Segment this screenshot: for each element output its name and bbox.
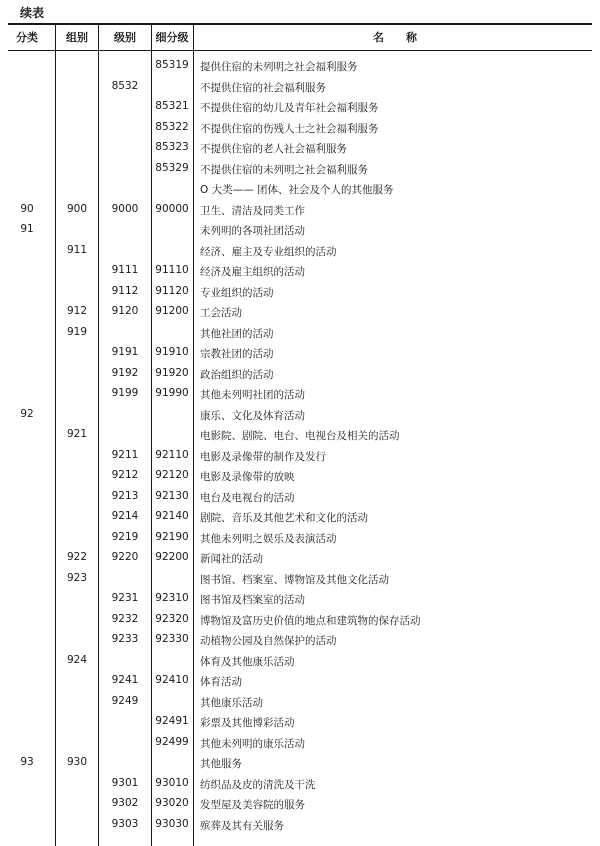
subclass-cell: 85329 [155,161,189,174]
header-category: 分类 [16,31,38,44]
name-cell: 卫生、清洁及同类工作 [200,204,305,217]
group-cell: 923 [66,571,88,584]
name-cell: 其他未列明社团的活动 [200,389,305,401]
group-cell: 912 [66,305,88,317]
name-cell: 博物馆及富历史价值的地点和建筑物的保存活动 [200,614,421,627]
class-cell: 9199 [111,387,139,399]
category-cell: 92 [20,407,34,420]
subclass-cell: 92110 [155,448,189,461]
name-cell: 宗教社团的活动 [200,348,274,360]
class-cell: 9249 [111,694,139,707]
table-row [0,283,600,304]
group-cell: 922 [66,551,88,563]
subclass-cell: 91990 [155,387,189,399]
name-cell: 不提供住宿的老人社会福利服务 [200,143,347,155]
table-row [0,467,600,488]
table-row [0,447,600,468]
subclass-cell: 85321 [155,100,189,112]
header-name: 名 称 [373,31,417,44]
name-cell: 殡葬及其有关服务 [200,819,284,832]
table-row [0,242,600,263]
name-cell: 经济及雇主组织的活动 [200,266,305,278]
name-cell: 其他未列明之娱乐及表演活动 [200,532,337,545]
group-cell: 924 [66,653,88,666]
table-row [0,611,600,632]
name-cell: 其他未列明的康乐活动 [200,737,305,750]
group-cell: 919 [66,325,88,338]
group-cell: 900 [66,202,88,215]
name-cell: 电影院、剧院、电台、电视台及相关的活动 [200,430,400,442]
subclass-cell: 92491 [155,715,189,727]
table-row [0,262,600,283]
subclass-cell: 92120 [155,469,189,481]
name-cell: 图书馆及档案室的活动 [200,594,305,606]
group-cell: 921 [66,428,88,440]
category-cell: 93 [20,756,34,768]
name-cell: 电影及录像带的放映 [200,471,295,483]
name-cell: 电台及电视台的活动 [200,491,295,504]
table-row [0,713,600,734]
table-row [0,57,600,78]
name-cell: 剧院、音乐及其他艺术和文化的活动 [200,512,368,524]
table-row [0,385,600,406]
class-cell: 9214 [111,510,139,522]
table-row [0,508,600,529]
subclass-cell: 93010 [155,776,189,789]
subclass-cell: 85323 [155,141,189,153]
table-body [0,57,600,836]
class-cell: 9302 [111,797,139,809]
table-row [0,303,600,324]
header-rule [8,50,592,51]
name-cell: 工会活动 [200,307,242,319]
table-row [0,119,600,140]
class-cell: 9219 [111,530,139,543]
name-cell: 经济、雇主及专业组织的活动 [200,245,337,258]
name-cell: 体育活动 [200,676,242,688]
name-cell: 专业组织的活动 [200,286,274,299]
class-cell: 9303 [111,817,139,830]
class-cell: 9112 [111,284,139,297]
subclass-cell: 91910 [155,346,189,358]
name-cell: 发型屋及美容院的服务 [200,799,305,811]
name-cell: 不提供住宿的伤残人士之社会福利服务 [200,122,379,135]
table-row [0,734,600,755]
subclass-cell: 91110 [155,264,189,276]
subclass-cell: 90000 [155,202,189,215]
subclass-cell: 91920 [155,366,189,379]
category-cell: 91 [20,223,34,235]
class-cell: 9213 [111,489,139,502]
table-row [0,529,600,550]
subclass-cell: 92190 [155,530,189,543]
class-cell: 9191 [111,346,139,358]
table-row [0,98,600,119]
subclass-cell: 92410 [155,674,189,686]
subclass-cell: 91120 [155,284,189,297]
name-cell: 政治组织的活动 [200,368,274,381]
group-cell: 930 [66,756,88,768]
group-cell: 911 [66,243,88,256]
class-cell: 9192 [111,366,139,379]
name-cell: 其他服务 [200,758,242,770]
table-row [0,652,600,673]
name-cell: 体育及其他康乐活动 [200,655,295,668]
table-row [0,754,600,775]
subclass-cell: 85319 [155,59,189,71]
class-cell: 8532 [111,79,139,92]
table-row [0,488,600,509]
table-row [0,590,600,611]
class-cell: 9231 [111,592,139,604]
class-cell: 9241 [111,674,139,686]
header-group: 组别 [66,31,88,44]
table-row [0,221,600,242]
table-row [0,344,600,365]
table-row [0,78,600,99]
name-cell: O 大类—— 团体、社会及个人的其他服务 [200,184,394,196]
name-cell: 不提供住宿的社会福利服务 [200,81,326,94]
name-cell: 康乐、文化及体育活动 [200,409,305,422]
table-caption: 续表 [20,6,45,20]
table-row [0,160,600,181]
name-cell: 不提供住宿的幼儿及青年社会福利服务 [200,102,379,114]
table-row [0,180,600,201]
subclass-cell: 92200 [155,551,189,563]
subclass-cell: 85322 [155,120,189,133]
table-row [0,426,600,447]
name-cell: 其他社团的活动 [200,327,274,340]
name-cell: 其他康乐活动 [200,696,263,709]
subclass-cell: 93020 [155,797,189,809]
header-class: 级别 [114,31,136,44]
name-cell: 动植物公园及自然保护的活动 [200,635,337,647]
class-cell: 9232 [111,612,139,625]
class-cell: 9211 [111,448,139,461]
table-row [0,324,600,345]
class-cell: 9212 [111,469,139,481]
table-row [0,139,600,160]
table-row [0,672,600,693]
class-cell: 9111 [111,264,139,276]
subclass-cell: 92499 [155,735,189,748]
table-row [0,693,600,714]
name-cell: 彩票及其他博彩活动 [200,717,295,729]
name-cell: 新闻社的活动 [200,553,263,565]
table-row [0,365,600,386]
table-row [0,570,600,591]
class-cell: 9301 [111,776,139,789]
top-rule [8,23,592,25]
subclass-cell: 92310 [155,592,189,604]
class-cell: 9233 [111,633,139,645]
name-cell: 提供住宿的未列明之社会福利服务 [200,61,358,73]
table-row [0,631,600,652]
name-cell: 未列明的各项社团活动 [200,225,305,237]
name-cell: 不提供住宿的未列明之社会福利服务 [200,163,368,176]
table-row [0,201,600,222]
category-cell: 90 [20,202,34,215]
subclass-cell: 93030 [155,817,189,830]
table-row [0,816,600,837]
subclass-cell: 92330 [155,633,189,645]
class-cell: 9000 [111,202,139,215]
table-row [0,406,600,427]
header-subclass: 细分级 [155,31,189,44]
name-cell: 图书馆、档案室、博物馆及其他文化活动 [200,573,389,586]
class-cell: 9120 [111,305,139,317]
subclass-cell: 91200 [155,305,189,317]
subclass-cell: 92130 [155,489,189,502]
table-row [0,549,600,570]
table-row [0,795,600,816]
table-row [0,775,600,796]
name-cell: 纺织品及皮的清洗及干洗 [200,778,316,791]
subclass-cell: 92140 [155,510,189,522]
name-cell: 电影及录像带的制作及发行 [200,450,326,463]
subclass-cell: 92320 [155,612,189,625]
class-cell: 9220 [111,551,139,563]
